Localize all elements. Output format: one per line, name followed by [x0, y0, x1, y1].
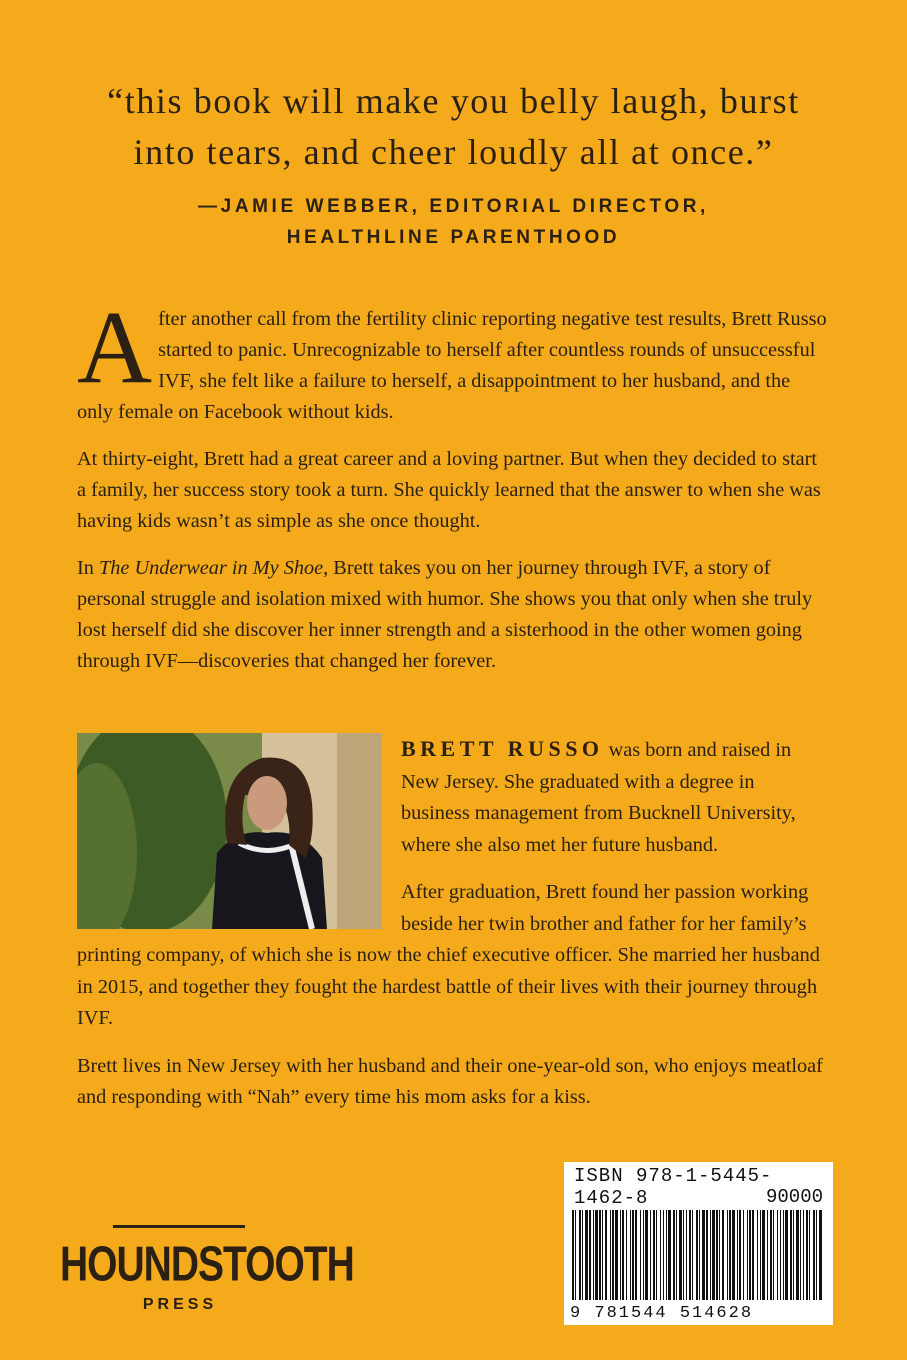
drop-cap: A [77, 290, 153, 405]
barcode-bar [777, 1210, 778, 1300]
price-code: 90000 [765, 1186, 823, 1208]
barcode-bar [760, 1210, 761, 1300]
ean-digits: 9 781544 514628 [570, 1304, 754, 1323]
barcode-bar [819, 1210, 822, 1300]
barcode-bar [656, 1210, 657, 1300]
barcode-bar [686, 1210, 687, 1300]
barcode-bar [679, 1210, 682, 1300]
barcode-bar [622, 1210, 624, 1300]
barcode-bar [575, 1210, 576, 1300]
pull-quote [40, 76, 867, 178]
barcode-bar [668, 1210, 671, 1300]
barcode-bar [729, 1210, 731, 1300]
author-name: BRETT RUSSO [401, 736, 604, 761]
barcode-bar [666, 1210, 667, 1300]
barcode-bar [793, 1210, 794, 1300]
bio-p1-text: was born and raised in New Jersey. She graduated with a degree in business management from Bucknell University, where she also met her future husband. [401, 739, 796, 856]
barcode-bar [640, 1210, 641, 1300]
bio-paragraph-3: Brett lives in New Jersey with her husband and their one-year-old son, who enjoys meatloaf and responding with “Nah” every time his mom asks for a kiss. [77, 1054, 823, 1108]
barcode-bar [605, 1210, 607, 1300]
publisher-logo-imprint: PRESS [142, 1296, 218, 1313]
barcode-bar [579, 1210, 581, 1300]
barcode-bar [716, 1210, 718, 1300]
barcode-bar [732, 1210, 735, 1300]
description-paragraph-3 [77, 553, 827, 677]
quote-line-1: “this book will make you belly laugh, burst [107, 81, 800, 121]
barcode-bar [612, 1210, 614, 1300]
book-title: The Underwear in My Shoe [98, 557, 324, 579]
barcode-bar [593, 1210, 594, 1300]
barcode-bar [722, 1210, 724, 1300]
isbn-number: ISBN 978-1-5445-1462-8 [574, 1165, 773, 1209]
description-p3-lead: In [77, 557, 99, 579]
barcode-bar [630, 1210, 631, 1300]
isbn-barcode [564, 1162, 833, 1325]
barcode-bar [743, 1210, 744, 1300]
barcode-bar [696, 1210, 698, 1300]
barcode-bar [712, 1210, 715, 1300]
barcode-bar [809, 1210, 810, 1300]
barcode-bar [663, 1210, 664, 1300]
bio-paragraph-2: After graduation, Brett found her passion working beside her twin brother and father for her family’s printing company, of which she is now the chief executive officer. She married her husband in 2015, and together they fought the hardest battle of their lives with their journey through IVF. [77, 881, 820, 1029]
barcode-bar [796, 1210, 799, 1300]
barcode-bar [773, 1210, 774, 1300]
barcode-bar [572, 1210, 574, 1300]
barcode-bar [803, 1210, 804, 1300]
publisher-logo-rule [113, 1225, 245, 1228]
barcode-bar [800, 1210, 801, 1300]
description-p3-rest: , Brett takes you on her journey through IVF, a story of personal struggle and isolation mixed with humor. She shows you that only when she truly lost herself did she discover her inner strength and a sisterhood in the other women going through IVF—discoveries that changed her forever. [77, 557, 813, 672]
barcode-bar [620, 1210, 621, 1300]
description-p1-text: fter another call from the fertility clinic reporting negative test results, Brett Russo started to panic. Unrecognizable to herself after countless rounds of unsuccessful IVF, she felt like a failure to herself, a disappointment to her husband, and the only female on Facebook without kids. [77, 308, 827, 423]
quote-attribution [60, 191, 847, 253]
barcode-bar [780, 1210, 781, 1300]
barcode-bar [719, 1210, 720, 1300]
barcode-bar [747, 1210, 748, 1300]
barcode-bar [767, 1210, 768, 1300]
barcode-bar [757, 1210, 758, 1300]
barcode-bar [749, 1210, 751, 1300]
author-portrait-illustration [77, 733, 382, 929]
description-paragraph-2: At thirty-eight, Brett had a great career and a loving partner. But when they decided to start a family, her success story took a turn. She quickly learned that the answer to when she was having kids wasn’t as simple as she once thought. [77, 448, 821, 532]
barcode-bar [599, 1210, 601, 1300]
barcode-bar [660, 1210, 661, 1300]
barcode-bar [762, 1210, 765, 1300]
publisher-logo-name: HOUNDSTOOTH [60, 1238, 354, 1292]
quote-line-2: into tears, and cheer loudly all at once.” [133, 132, 774, 172]
attribution-line-1: —JAMIE WEBBER, EDITORIAL DIRECTOR, [198, 196, 709, 217]
barcode-bar [785, 1210, 788, 1300]
barcode-bar [706, 1210, 708, 1300]
barcode-bar [739, 1210, 741, 1300]
barcode-bar [737, 1210, 738, 1300]
barcode-bar [582, 1210, 583, 1300]
barcode-bar [683, 1210, 684, 1300]
barcode-bar [816, 1210, 817, 1300]
barcode-bar [783, 1210, 784, 1300]
barcode-bar [699, 1210, 700, 1300]
barcode-bar [673, 1210, 675, 1300]
barcode-bar [727, 1210, 728, 1300]
barcode-bar [595, 1210, 598, 1300]
barcode-bar [589, 1210, 591, 1300]
author-bio [77, 733, 827, 1130]
barcode-bar [710, 1210, 711, 1300]
barcode-bar [790, 1210, 792, 1300]
barcode-bar [635, 1210, 637, 1300]
barcode-bar [626, 1210, 627, 1300]
barcode-bar [650, 1210, 651, 1300]
author-photo [77, 733, 382, 929]
barcode-bar [643, 1210, 644, 1300]
barcode-bar [813, 1210, 815, 1300]
barcode-bar [702, 1210, 705, 1300]
barcode-bar [806, 1210, 808, 1300]
barcode-bar [632, 1210, 634, 1300]
description-paragraph-1 [77, 290, 827, 428]
attribution-line-2: HEALTHLINE PARENTHOOD [286, 227, 621, 248]
barcode-bar [585, 1210, 588, 1300]
barcode-bar [602, 1210, 603, 1300]
barcode-bar [610, 1210, 611, 1300]
barcode-bar [692, 1210, 693, 1300]
book-description [77, 290, 827, 693]
barcode-bar [770, 1210, 772, 1300]
barcode-bar [615, 1210, 618, 1300]
barcode-bar [689, 1210, 691, 1300]
barcode-bar [653, 1210, 655, 1300]
barcode-bar [676, 1210, 677, 1300]
barcode-bars [572, 1210, 825, 1300]
barcode-bar [645, 1210, 648, 1300]
barcode-bar [752, 1210, 754, 1300]
